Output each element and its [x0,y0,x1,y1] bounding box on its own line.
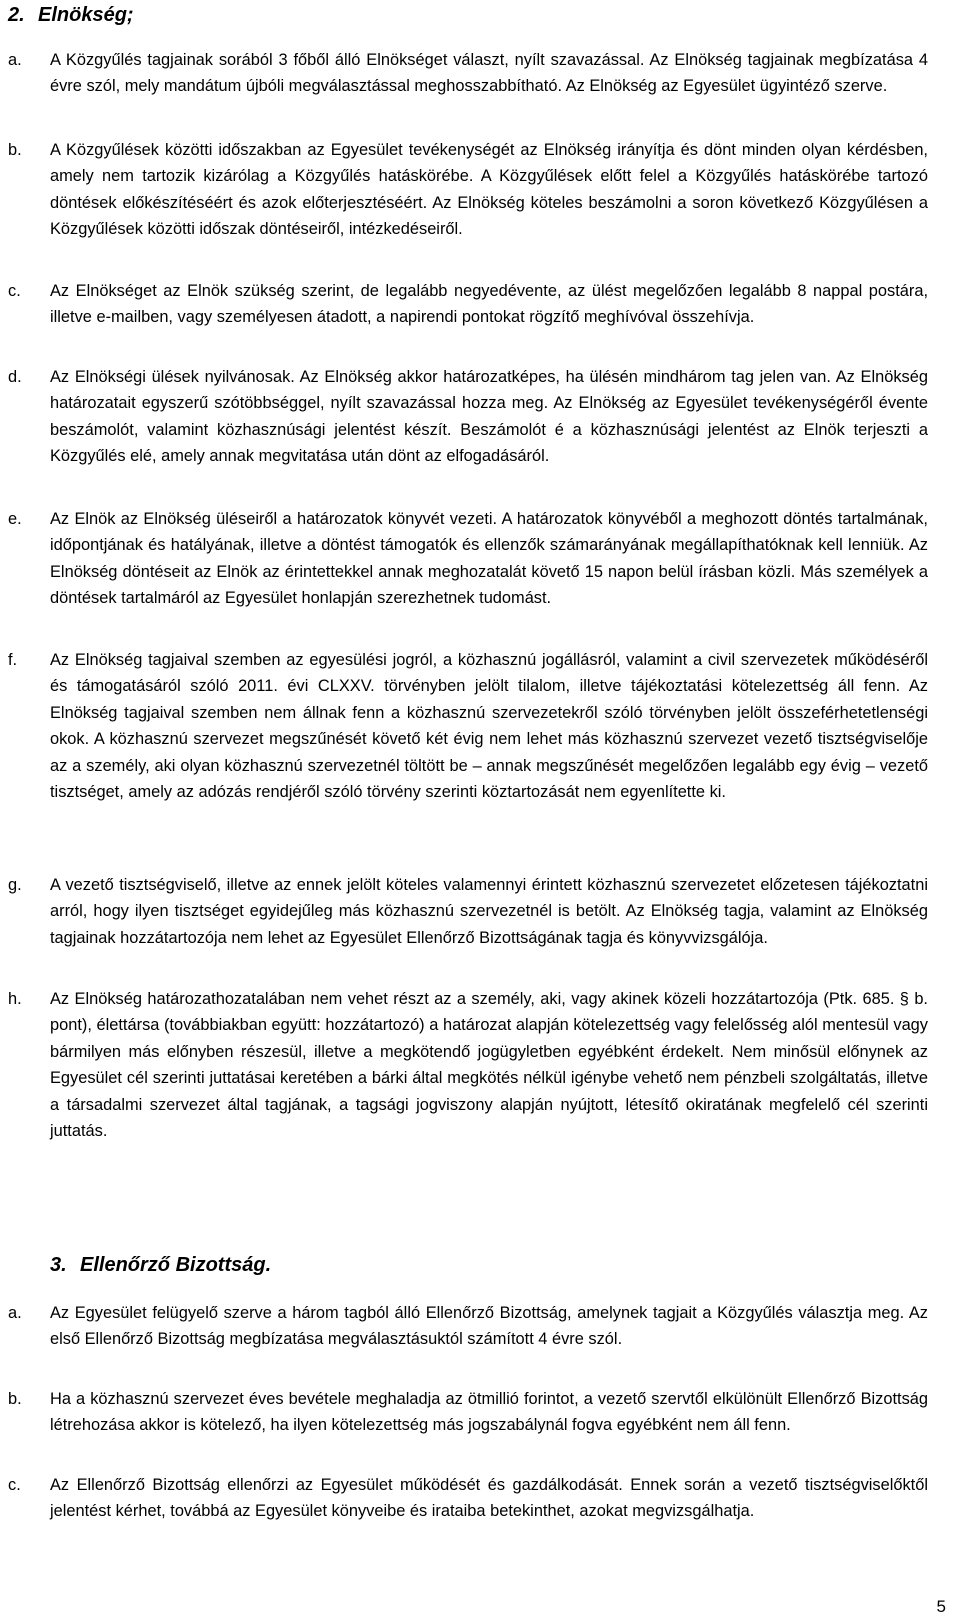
section-2-item-f [8,647,928,805]
item-letter: b. [8,1390,22,1408]
section-2-item-g [8,872,928,951]
section-3-number: 3. [50,1254,67,1276]
item-letter: h. [8,990,22,1008]
section-2-title: Elnökség; [38,4,134,26]
item-text: A Közgyűlés tagjainak sorából 3 főből álló Elnökséget választ, nyílt szavazással. Az Elnökség tagjainak megbízatása 4 évre szól, mely mandátum újbóli megválasztással meghosszabbítható. Az Elnökség az Egyesület ügyintéző szerve. [50,51,928,96]
section-3-item-b [8,1386,928,1439]
section-2-number: 2. [8,4,25,26]
item-text: Az Egyesület felügyelő szerve a három tagból álló Ellenőrző Bizottság, amelynek tagjait a Közgyűlés választja meg. Az első Ellenőrző Bizottság megbízatása megválasztásuktól számított 4 évre szól. [50,1304,928,1349]
section-2-heading [8,2,134,28]
item-letter: c. [8,282,21,300]
item-letter: a. [8,1304,22,1322]
section-3-item-a [8,1300,928,1353]
item-letter: d. [8,368,22,386]
item-text: Az Elnökség határozathozatalában nem vehet részt az a személy, aki, vagy akinek közeli hozzátartozója (Ptk. 685. § b. pont), élettársa (továbbiakban együtt: hozzátartozó) a határozat alapján kötelezettség vagy felelősség alól mentesül vagy bármilyen más előnyben részesül, illetve a megkötendő jogügyletben egyébként érdekelt. Nem minősül előnynek az Egyesület cél szerinti juttatásai keretében a bárki által megkötés nélkül igénybe vehető nem pénzbeli szolgáltatás, illetve a társadalmi szervezet által tagjának, a tagsági jogviszony alapján nyújtott, létesítő okiratának megfelelő cél szerinti juttatás. [50,990,928,1141]
item-letter: e. [8,510,22,528]
item-text: A Közgyűlések közötti időszakban az Egyesület tevékenységét az Elnökség irányítja és dönt minden olyan kérdésben, amely nem tartozik kizárólag a Közgyűlés hatáskörébe. A Közgyűlések előtt felel a Közgyűlés hatáskörébe tartozó döntések előkészítéséért és azok előterjesztéséért. Az Elnökség köteles beszámolni a soron következő Közgyűlésen a Közgyűlések közötti időszak döntéseiről, intézkedéseiről. [50,141,928,239]
item-text: Ha a közhasznú szervezet éves bevétele meghaladja az ötmillió forintot, a vezető szervtől elkülönült Ellenőrző Bizottság létrehozása akkor is kötelező, ha ilyen kötelezettség más jogszabálynál fogva egyébként nem áll fenn. [50,1390,928,1435]
section-2-item-b [8,137,928,243]
item-text: Az Elnökség tagjaival szemben az egyesülési jogról, a közhasznú jogállásról, valamint a civil szervezetek működéséről és támogatásáról szóló 2011. évi CLXXV. törvényben jelölt tilalom, illetve tájékoztatási kötelezettség áll fenn. Az Elnökség tagjaival szemben nem állnak fenn a közhasznú szervezetekről szóló törvényben jelölt összeférhetetlenségi okok. A közhasznú szervezet megszűnését követő két évig nem lehet más közhasznú szervezet vezető tisztségviselője az a személy, aki olyan közhasznú szervezetnél töltött be – annak megszűnését megelőzően legalább egy évig – vezető tisztséget, amely az adózás rendjéről szóló törvény szerinti köztartozását nem egyenlítette ki. [50,651,928,802]
section-3-title: Ellenőrző Bizottság. [80,1254,272,1276]
section-2-item-a [8,47,928,100]
item-letter: b. [8,141,22,159]
section-2-item-e [8,506,928,612]
item-text: Az Ellenőrző Bizottság ellenőrzi az Egyesület működését és gazdálkodását. Ennek során a vezető tisztségviselőktől jelentést kérhet, továbbá az Egyesület könyveibe és irataiba betekinthet, azokat megvizsgálhatja. [50,1476,928,1521]
section-2-item-h [8,986,928,1144]
item-text: A vezető tisztségviselő, illetve az ennek jelölt köteles valamennyi érintett közhasznú szervezetet előzetesen tájékoztatni arról, hogy ilyen tisztséget egyidejűleg más közhasznú szervezetnél is betölt. Az Elnökség tagja, valamint az Elnökség tagjainak hozzátartozója nem lehet az Egyesület Ellenőrző Bizottságának tagja és könyvvizsgálója. [50,876,928,947]
item-letter: g. [8,876,22,894]
item-letter: c. [8,1476,21,1494]
item-text: Az Elnökségi ülések nyilvánosak. Az Elnökség akkor határozatképes, ha ülésén mindhárom tag jelen van. Az Elnökség határozatait egyszerű szótöbbséggel, nyílt szavazással hozza meg. Az Elnökség az Egyesület tevékenységéről évente beszámolót, valamint közhasznúsági jelentést készít. Beszámolót é a közhasznúsági jelentést az Elnök terjeszti a Közgyűlés elé, amely annak megvitatása után dönt az elfogadásáról. [50,368,928,466]
section-3-heading [50,1252,271,1278]
item-letter: a. [8,51,22,69]
section-2-item-d [8,364,928,470]
section-2-item-c [8,278,928,331]
item-text: Az Elnökséget az Elnök szükség szerint, de legalább negyedévente, az ülést megelőzően legalább 8 nappal postára, illetve e-mailben, vagy személyesen átadott, a napirendi pontokat rögzítő meghívóval összehívja. [50,282,928,327]
page-number: 5 [936,1597,946,1616]
item-text: Az Elnök az Elnökség üléseiről a határozatok könyvét vezeti. A határozatok könyvéből a meghozott döntés tartalmának, időpontjának és hatályának, illetve a döntést támogatók és ellenzők számarányának megállapíthatóknak kell lenniük. Az Elnökség döntéseit az Elnök az érintettekkel annak meghozatalát követő 15 napon belül írásban közli. Más személyek a döntések tartalmáról az Egyesület honlapján szerezhetnek tudomást. [50,510,928,608]
section-3-item-c [8,1472,928,1525]
item-letter: f. [8,651,18,669]
